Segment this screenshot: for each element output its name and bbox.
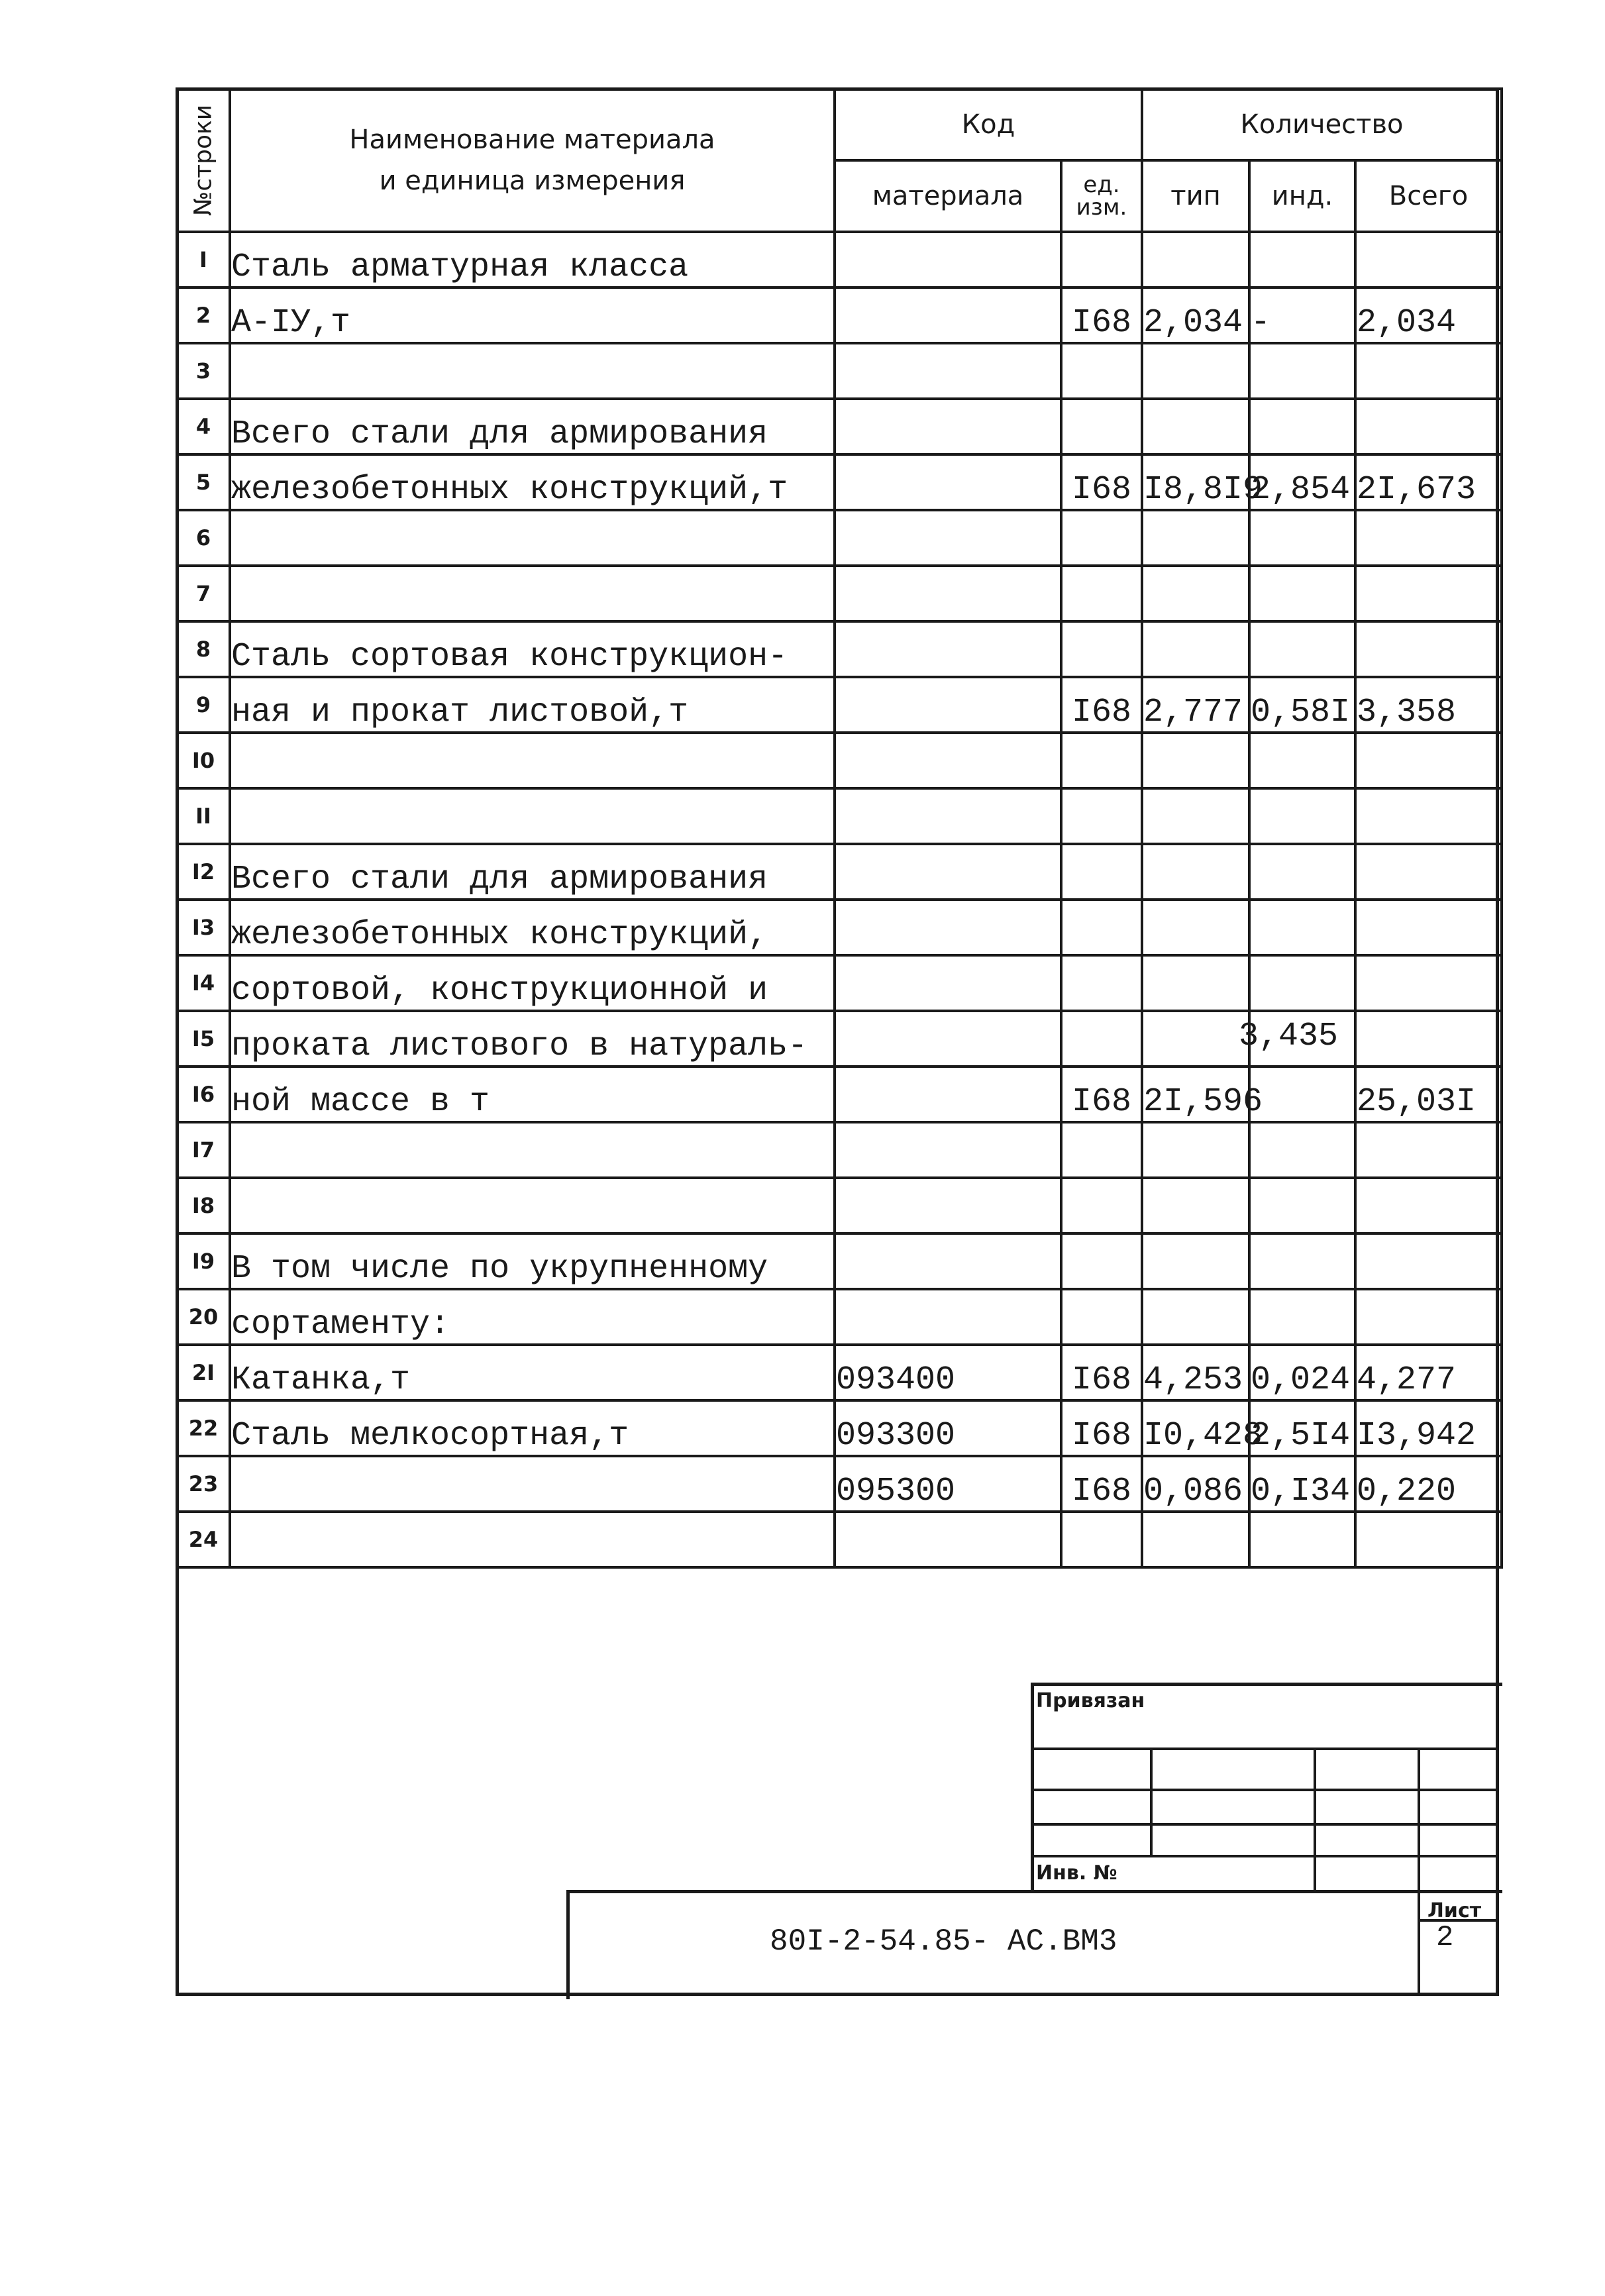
unit-code: I68 <box>1061 1456 1142 1512</box>
row-number: 7 <box>177 566 230 621</box>
qty-type: 2,034 <box>1142 287 1249 343</box>
qty-total: 4,277 <box>1355 1345 1502 1400</box>
qty-total: 0,220 <box>1355 1456 1502 1512</box>
qty-type: I8,8I9 <box>1142 454 1249 510</box>
header-rownum: №строки <box>177 89 230 232</box>
material-name: ной массе в т <box>230 1067 835 1122</box>
material-name: Сталь арматурная класса <box>230 232 835 287</box>
row-number: I0 <box>177 733 230 788</box>
row-number: 8 <box>177 621 230 677</box>
material-name: Всего стали для армирования <box>230 399 835 454</box>
qty-ind: 2,5I4 <box>1249 1400 1355 1456</box>
material-name: Сталь сортовая конструкцион- <box>230 621 835 677</box>
material-name: А-IУ,т <box>230 287 835 343</box>
sheet-number: 2 <box>1436 1921 1454 1954</box>
sheet-label: Лист <box>1427 1899 1482 1922</box>
material-name: проката листового в натураль- <box>230 1011 835 1067</box>
header-ind: инд. <box>1249 160 1355 232</box>
row-number: I9 <box>177 1233 230 1289</box>
row-number: I3 <box>177 900 230 955</box>
unit-code: I68 <box>1061 1067 1142 1122</box>
material-name: В том числе по укрупненному <box>230 1233 835 1289</box>
row-number: 6 <box>177 510 230 566</box>
material-name: Всего стали для армирования <box>230 844 835 900</box>
header-quantity: Количество <box>1142 89 1502 160</box>
qty-type: 2I,596 <box>1142 1067 1249 1122</box>
material-name: ная и прокат листовой,т <box>230 677 835 733</box>
qty-total: 2I,673 <box>1355 454 1502 510</box>
row-number: I2 <box>177 844 230 900</box>
row-number: I <box>177 232 230 287</box>
header-code: Код <box>835 89 1142 160</box>
row-number: 4 <box>177 399 230 454</box>
unit-code: I68 <box>1061 1345 1142 1400</box>
row-number: I4 <box>177 955 230 1011</box>
row-number: 24 <box>177 1512 230 1567</box>
row-number: I5 <box>177 1011 230 1067</box>
row-number: 2I <box>177 1345 230 1400</box>
qty-ind: 0,I34 <box>1249 1456 1355 1512</box>
qty-type: I0,428 <box>1142 1400 1249 1456</box>
qty-total: 2,034 <box>1355 287 1502 343</box>
header-type: тип <box>1142 160 1249 232</box>
unit-code: I68 <box>1061 1400 1142 1456</box>
row-number: I6 <box>177 1067 230 1122</box>
qty-type: 4,253 <box>1142 1345 1249 1400</box>
material-name: сортаменту: <box>230 1289 835 1345</box>
qty-total: I3,942 <box>1355 1400 1502 1456</box>
material-name: железобетонных конструкций,т <box>230 454 835 510</box>
row-number: 3 <box>177 343 230 399</box>
row-number: I7 <box>177 1122 230 1178</box>
material-name: Катанка,т <box>230 1345 835 1400</box>
row-number: 2 <box>177 287 230 343</box>
qty-type: 2,777 <box>1142 677 1249 733</box>
qty-ind: 0,58I <box>1249 677 1355 733</box>
material-name: Сталь мелкосортная,т <box>230 1400 835 1456</box>
attached-label: Привязан <box>1036 1689 1145 1712</box>
row-number: 20 <box>177 1289 230 1345</box>
row-number: I8 <box>177 1178 230 1233</box>
header-total: Всего <box>1355 160 1502 232</box>
qty-total: 3,358 <box>1355 677 1502 733</box>
material-name: железобетонных конструкций, <box>230 900 835 955</box>
row-number: II <box>177 788 230 844</box>
row15-annotation: 3,435 <box>1239 1018 1339 1055</box>
row-number: 9 <box>177 677 230 733</box>
row-number: 5 <box>177 454 230 510</box>
qty-ind: 0,024 <box>1249 1345 1355 1400</box>
unit-code: I68 <box>1061 677 1142 733</box>
document-code: 80I-2-54.85- АС.ВМ3 <box>770 1924 1117 1959</box>
qty-ind: 2,854 <box>1249 454 1355 510</box>
row-number: 22 <box>177 1400 230 1456</box>
inventory-label: Инв. № <box>1036 1861 1117 1885</box>
header-material: материала <box>835 160 1061 232</box>
material-code: 095300 <box>835 1456 1061 1512</box>
row-number: 23 <box>177 1456 230 1512</box>
unit-code: I68 <box>1061 287 1142 343</box>
header-name: Наименование материала и единица измерения <box>230 89 835 232</box>
material-code: 093300 <box>835 1400 1061 1456</box>
material-name: сортовой, конструкционной и <box>230 955 835 1011</box>
qty-total: 25,03I <box>1355 1067 1502 1122</box>
material-code: 093400 <box>835 1345 1061 1400</box>
qty-ind: - <box>1249 287 1355 343</box>
qty-type: 0,086 <box>1142 1456 1249 1512</box>
header-unit: ед. изм. <box>1061 160 1142 232</box>
unit-code: I68 <box>1061 454 1142 510</box>
page-frame <box>176 87 1499 1996</box>
